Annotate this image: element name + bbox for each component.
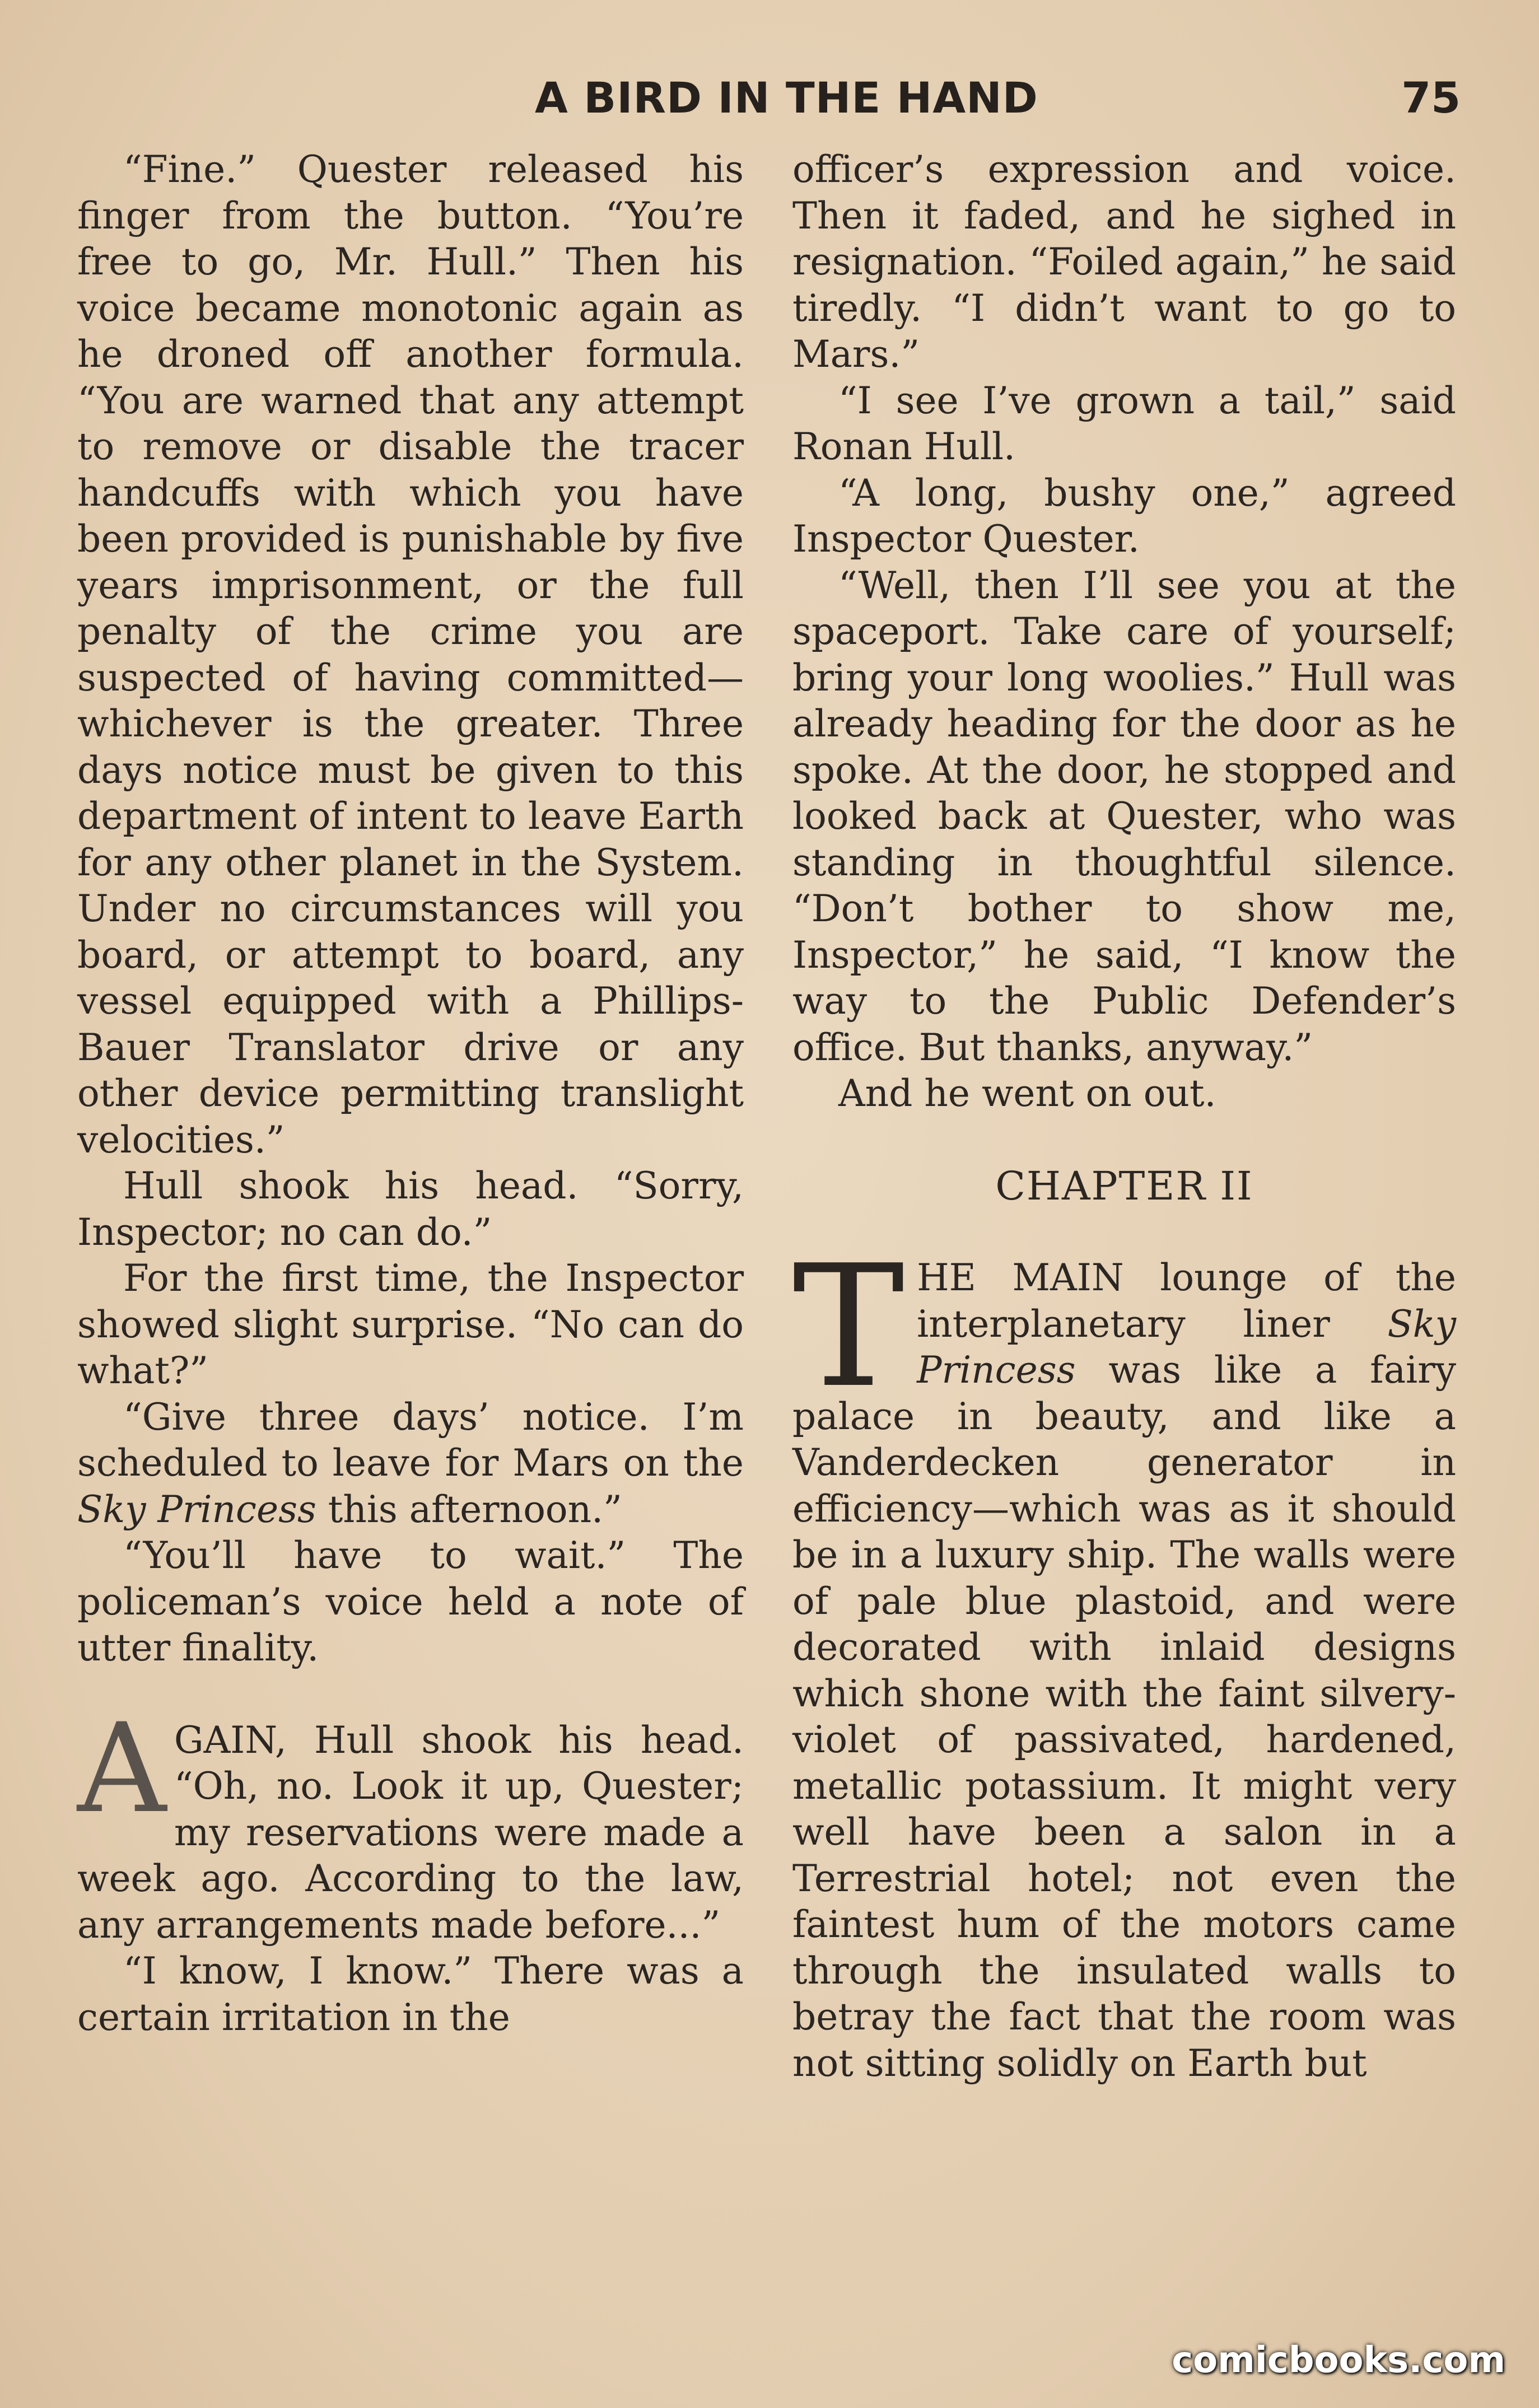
paragraph: “I know, I know.” There was a certain irritation in the [77,1949,744,2039]
running-head-title: A BIRD IN THE HAND [535,73,1038,123]
paragraph-text: this afternoon.” [316,1487,622,1531]
paragraph: And he went on out. [838,1072,1216,1115]
left-column [77,147,744,2041]
ship-name: Sky Princess [917,1302,1456,1392]
paragraph [77,1394,744,1533]
paragraph: “I see I’ve grown a tail,” said Ronan Hull. [792,379,1456,468]
ship-name: Sky Princess [77,1487,316,1531]
paragraph [77,1696,744,1949]
paragraph: For the first time, the Inspector showed slight surprise. “No can do what?” [77,1257,744,1392]
right-column [792,147,1456,2087]
paragraph: “Well, then I’ll see you at the spaceport. Take care of yourself; bring your long woolies.” Hull was already heading for the door as he spoke. At the door, he stopped and looked back at Quester, who was standing in thoughtful silence. “Don’t bother to show me, Inspector,” he said, “I know the way to the Public Defender’s office. But thanks, anyway.” [792,563,1456,1069]
paragraph: officer’s expression and voice. Then it faded, and he sighed in resignation. “Foiled again,” he said tiredly. “I didn’t want to go to Mars.” [792,148,1456,376]
paragraph: “Fine.” Quester released his finger from the button. “You’re free to go, Mr. Hull.” Then his voice became monotonic again as he droned off another formula. “You are warned that any attempt to remove or disable the tracer handcuffs with which you have been provided is punishable by five years imprisonment, or the full penalty of the crime you are suspected of having committed—whichever is the greater. Three days notice must be given to this department of intent to leave Earth for any other planet in the System. Under no circumstances will you board, or attempt to board, any vessel equipped with a Phillips-Bauer Translator drive or any other device permitting translight velocities.” [77,148,744,1161]
paragraph [792,1229,1456,2087]
paragraph: “A long, bushy one,” agreed Inspector Quester. [792,471,1456,561]
paragraph-text: “Give three days’ notice. I’m scheduled to leave for Mars on the [77,1395,744,1485]
drop-cap: A [77,1696,166,1840]
page-number: 75 [1401,73,1461,123]
paragraph-text: GAIN, Hull shook his head. “Oh, no. Look it up, Quester; my reservations were made a week ago. According to the law, any arrangements made before...” [77,1718,744,1947]
watermark: comicbooks.com [1172,2340,1505,2381]
paragraph-text: was like a fairy palace in beauty, and like a Vanderdecken generator in efficiency—which was as it should be in a luxury ship. The walls were of pale blue plastoid, and were decorated with inlaid designs which shone with the faint silvery-violet of passivated, hardened, metallic potassium. It might very well have been a salon in a Terrestrial hotel; not even the faintest hum of the motors came through the insulated walls to betray the fact that the room was not sitting solidly on Earth but [792,1348,1456,2085]
drop-cap: T [792,1229,905,1425]
paragraph: “You’ll have to wait.” The policeman’s voice held a note of utter finality. [77,1534,744,1669]
chapter-heading: CHAPTER II [995,1163,1253,1209]
paragraph: Hull shook his head. “Sorry, Inspector; no can do.” [77,1164,744,1254]
paragraph-text: HE MAIN lounge of the interplanetary liner [917,1256,1456,1346]
